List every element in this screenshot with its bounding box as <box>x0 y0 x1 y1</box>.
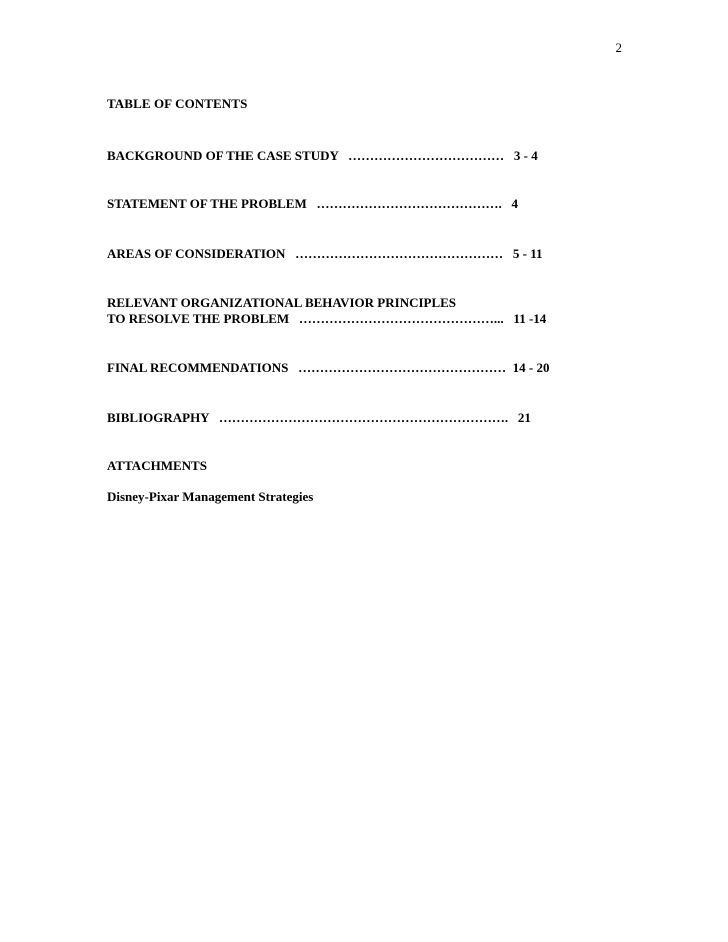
toc-entry-principles-line2: TO RESOLVE THE PROBLEM ………………………………………... 11 -14 <box>107 311 547 326</box>
toc-entry-bibliography: BIBLIOGRAPHY …………………………………………………………. 21 <box>107 410 531 425</box>
attachments-heading: ATTACHMENTS <box>107 458 207 473</box>
toc-entry-areas: AREAS OF CONSIDERATION ………………………………………… 5 - 11 <box>107 246 543 261</box>
toc-entry-statement: STATEMENT OF THE PROBLEM ……………………………………. 4 <box>107 196 518 211</box>
toc-entry-background: BACKGROUND OF THE CASE STUDY ……………………………… 3 - 4 <box>107 148 538 163</box>
page-number: 2 <box>615 40 622 55</box>
toc-heading: TABLE OF CONTENTS <box>107 96 248 111</box>
attachment-item: Disney-Pixar Management Strategies <box>107 489 314 504</box>
toc-entry-principles-line1: RELEVANT ORGANIZATIONAL BEHAVIOR PRINCIPLES <box>107 295 457 310</box>
toc-entry-recommendations: FINAL RECOMMENDATIONS ………………………………………… 14 - 20 <box>107 360 550 375</box>
